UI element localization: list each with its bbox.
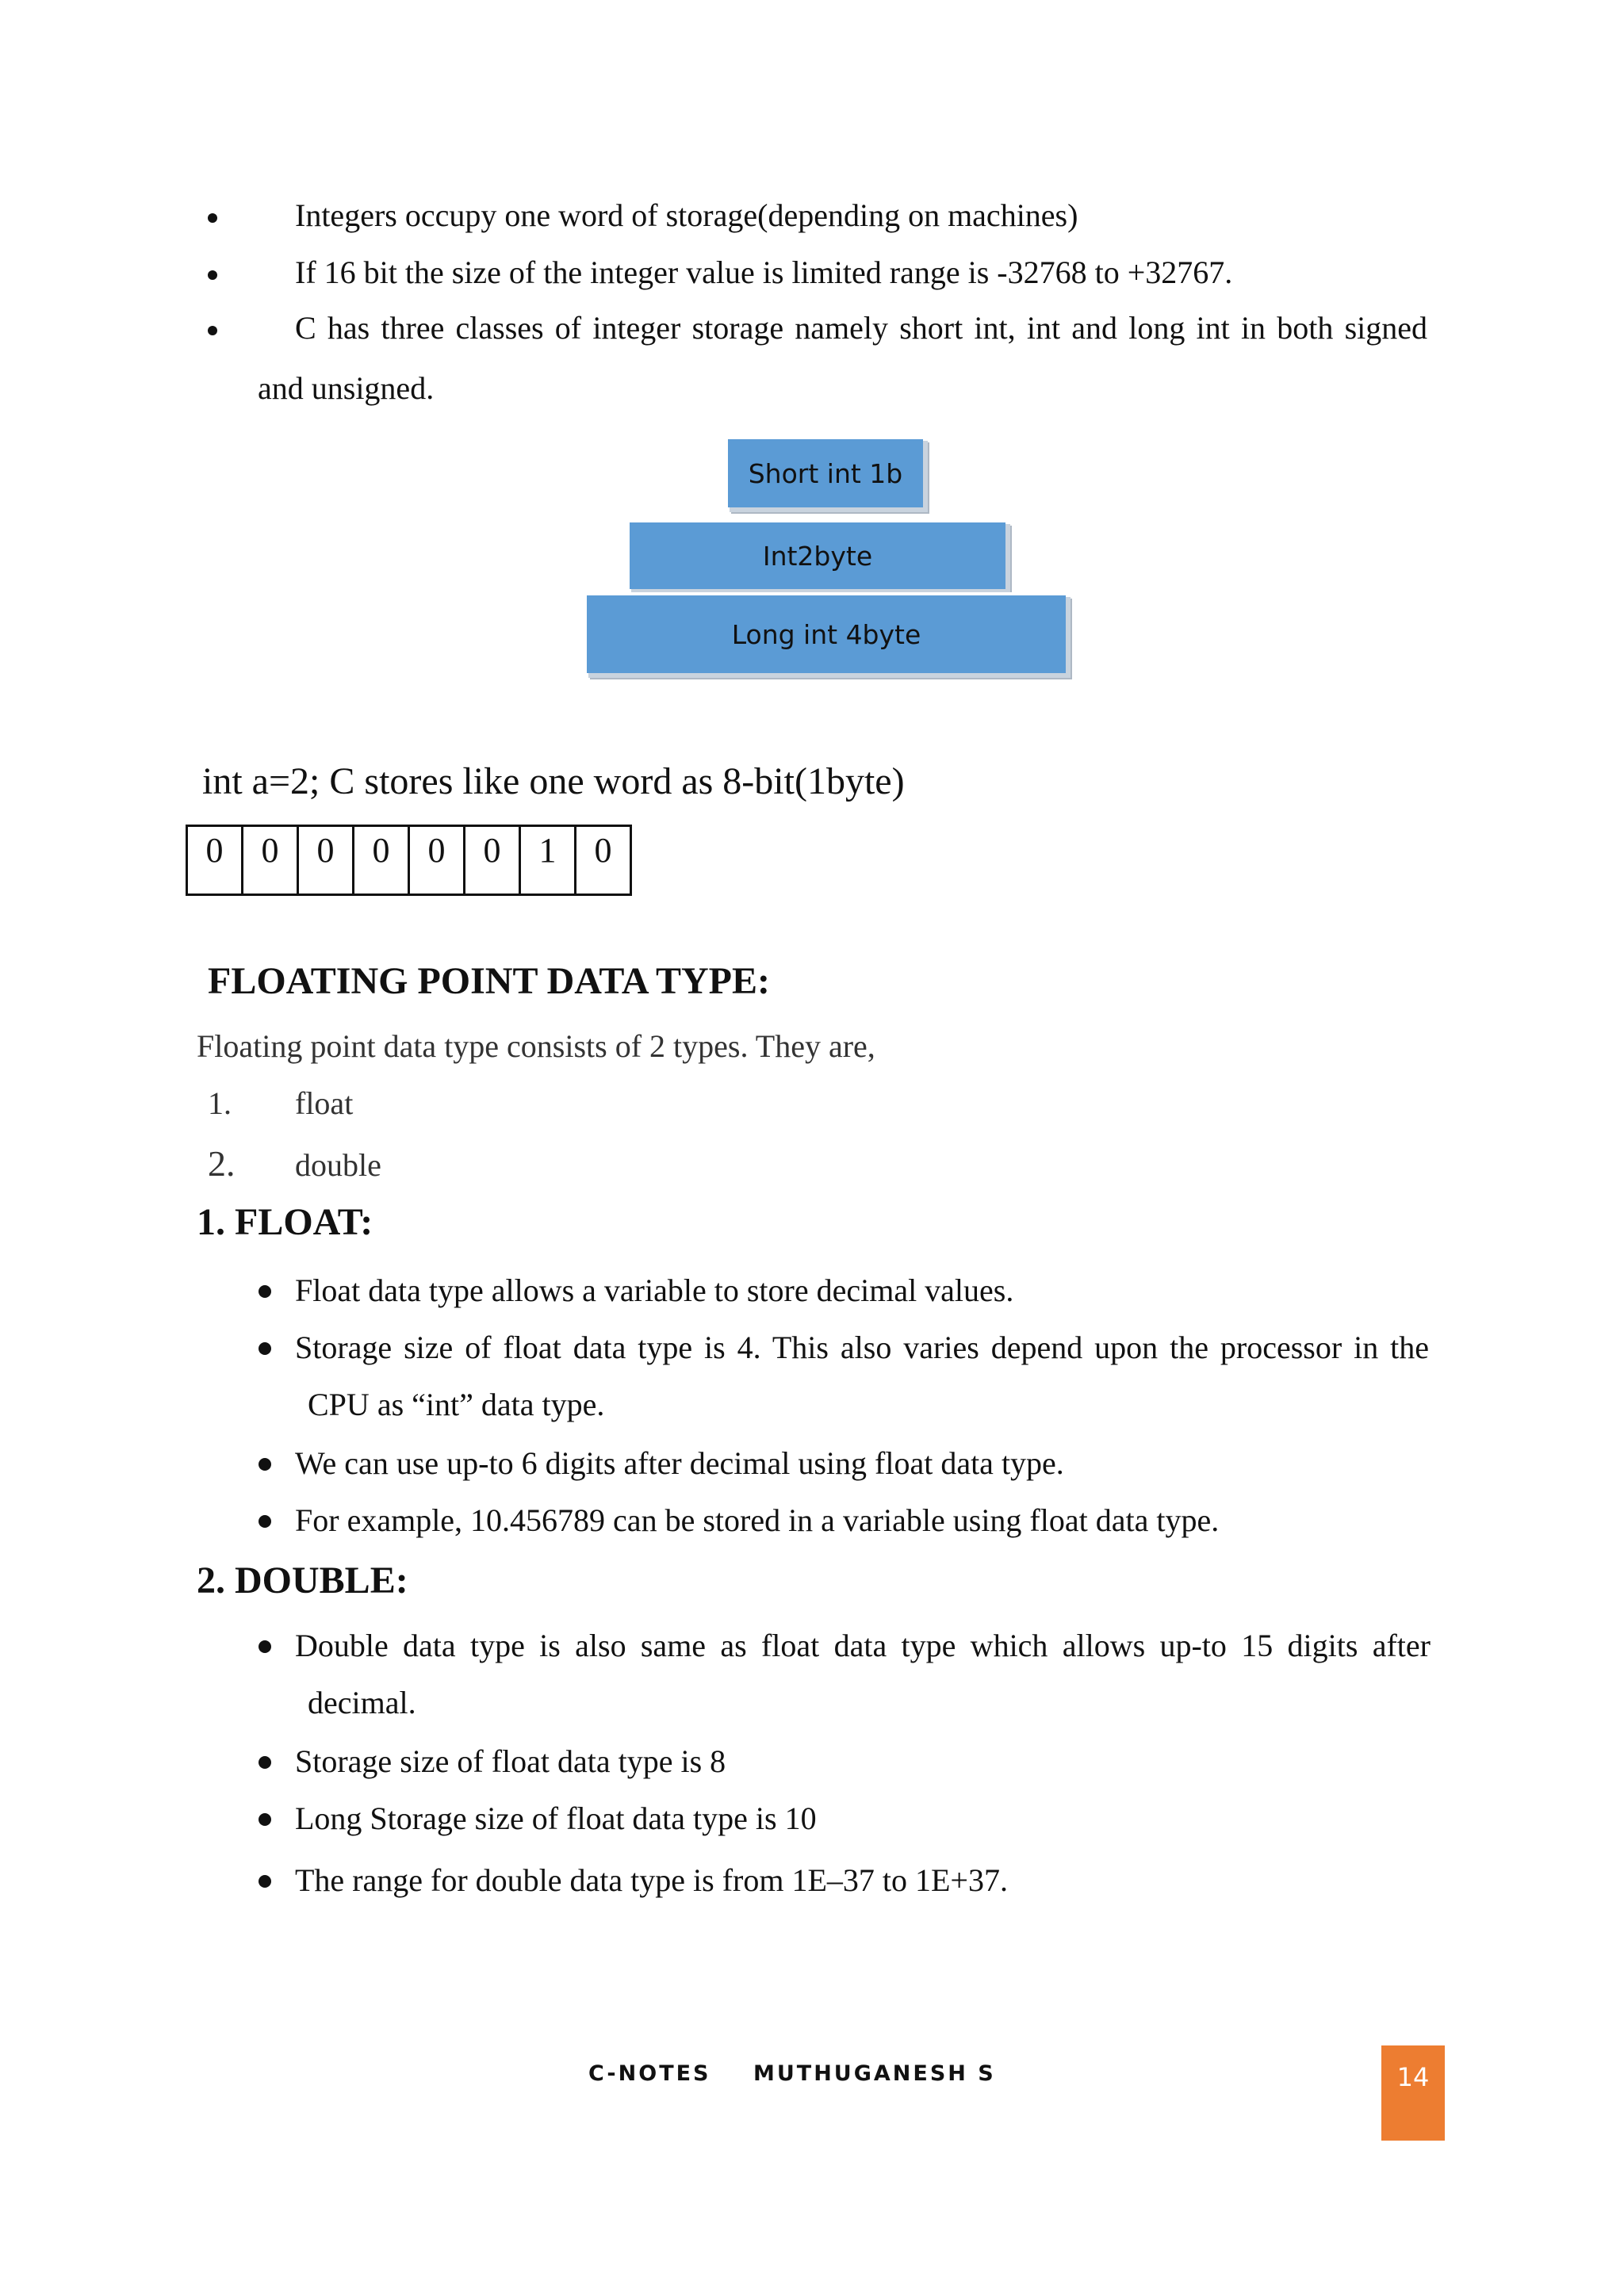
intro-item: C has three classes of integer storage namely short int, int and long int in both signed xyxy=(295,310,1427,346)
float-item: We can use up-to 6 digits after decimal using float data type. xyxy=(295,1445,1064,1481)
bit-cell: 0 xyxy=(354,827,410,894)
float-item: Float data type allows a variable to store decimal values. xyxy=(295,1272,1014,1308)
floating-list-number: 1. xyxy=(208,1085,232,1121)
bullet-icon xyxy=(259,1329,271,1367)
footer-author: MUTHUGANESH S xyxy=(753,2061,996,2086)
int-example-caption: int a=2; C stores like one word as 8-bit(1byte) xyxy=(202,760,905,802)
double-item: Double data type is also same as float data type which allows up-to 15 digits after xyxy=(295,1628,1431,1663)
floating-list-item: float xyxy=(295,1085,354,1121)
bit-cell: 0 xyxy=(188,827,243,894)
bit-cell: 0 xyxy=(576,827,632,894)
bullet-icon xyxy=(208,197,217,235)
double-item: Long Storage size of float data type is 10 xyxy=(295,1800,817,1836)
bit-cell: 0 xyxy=(465,827,521,894)
diagram-bar-short-int: Short int 1b xyxy=(725,436,923,507)
intro-item: Integers occupy one word of storage(depending on machines) xyxy=(295,197,1078,233)
bullet-icon xyxy=(208,309,217,347)
float-item: For example, 10.456789 can be stored in a variable using float data type. xyxy=(295,1502,1220,1538)
diagram-bar-long-int: Long int 4byte xyxy=(584,592,1066,673)
bit-cell: 1 xyxy=(521,827,576,894)
double-heading: 2. DOUBLE: xyxy=(197,1559,408,1601)
bit-cell: 0 xyxy=(410,827,465,894)
bullet-icon xyxy=(259,1445,271,1483)
bit-table xyxy=(186,825,632,896)
double-item: The range for double data type is from 1E–37 to 1E+37. xyxy=(295,1862,1008,1898)
float-heading: 1. FLOAT: xyxy=(197,1201,373,1243)
floating-list-item: double xyxy=(295,1147,381,1183)
bullet-icon xyxy=(259,1627,271,1665)
floating-list-number: 2. xyxy=(208,1143,236,1184)
double-item-continuation: decimal. xyxy=(308,1685,416,1720)
intro-item: If 16 bit the size of the integer value is limited range is -32768 to +32767. xyxy=(295,254,1233,290)
diagram-bar-int: Int2byte xyxy=(626,519,1005,589)
bullet-icon xyxy=(259,1272,271,1310)
bullet-icon xyxy=(259,1800,271,1838)
bit-cell: 0 xyxy=(299,827,354,894)
floating-intro: Floating point data type consists of 2 types. They are, xyxy=(197,1028,875,1064)
bit-cell: 0 xyxy=(243,827,299,894)
floating-heading: FLOATING POINT DATA TYPE: xyxy=(208,960,770,1002)
footer-title: C-NOTES xyxy=(588,2061,711,2086)
bullet-icon xyxy=(259,1743,271,1781)
bullet-icon xyxy=(208,254,217,292)
intro-item-continuation: and unsigned. xyxy=(258,370,435,406)
bullet-icon xyxy=(259,1862,271,1900)
float-item: Storage size of float data type is 4. This also varies depend upon the processor in the xyxy=(295,1330,1429,1365)
page-number: 14 xyxy=(1381,2045,1445,2141)
bullet-icon xyxy=(259,1502,271,1540)
double-item: Storage size of float data type is 8 xyxy=(295,1743,726,1779)
float-item-continuation: CPU as “int” data type. xyxy=(308,1387,605,1422)
